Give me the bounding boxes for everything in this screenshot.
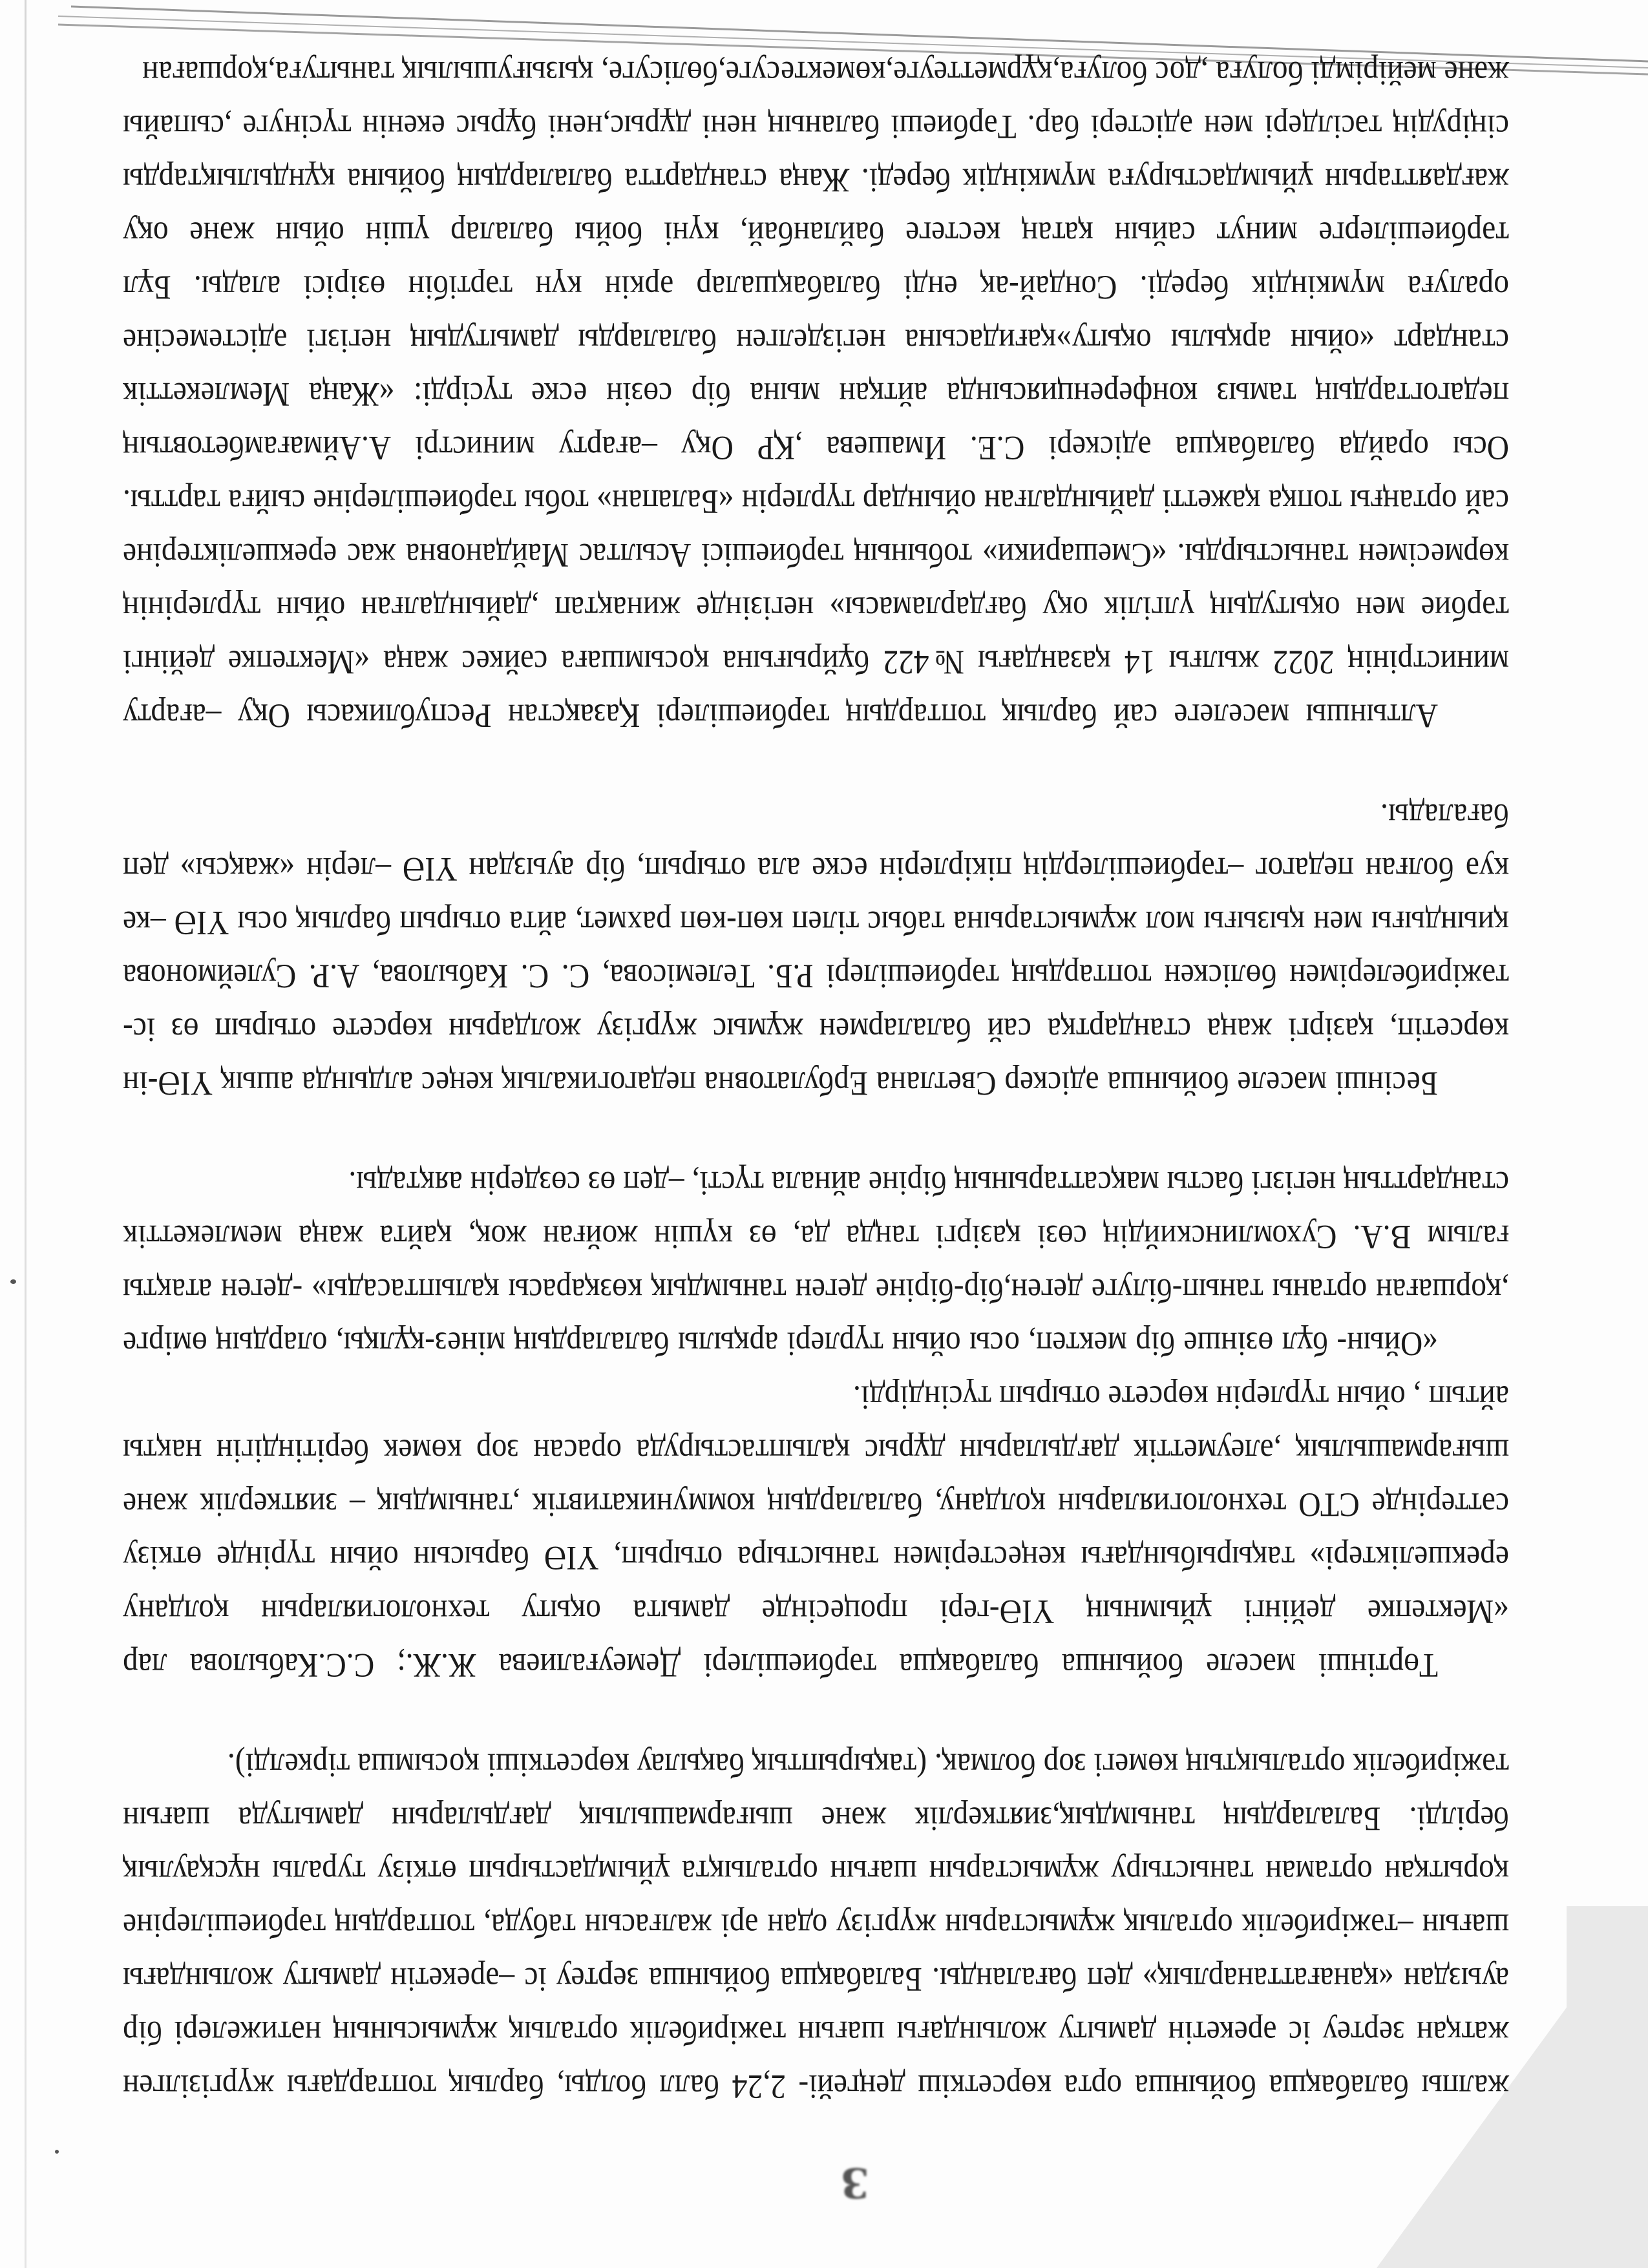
paragraph-fourth-item: Төртінші мәселе бойынша балабақша тәрбиешілері Демеуғалиева Ж.Ж.; С.С.Кабылова лар «Мектепке дейінгі ұйымның ҮІӘ-гері процесінде дамыта оқыту технологияларын қолдану ерекшеліктері» тақырыбындағы кеңестерімен таныстыра отырып, ҮІӘ барысын ойын түрінде өткізу сәттерінде СТО технологияларын қолдану, балалардың коммуникативтік ,танымдық – зияткерлік және шығармашылық ,әлеуметтік дағдыларын дұрыс қалыптастыруда орасан зор көмек берітіндігін нақты айтып , ойын түрлерін көрсете отырып түсіндірді. <box>123 1378 1509 1684</box>
page-number: 3 <box>840 2158 869 2207</box>
paragraph-fifth-item: Бесінші мәселе бойынша әдіскер Светлана Ербулатовна педагогикалық кеңес алдында ашық ҮІӘ-ін көрсетіп, қазіргі жаңа стандартқа сай балалармен жұмыс жүргізу жолдарын көрсете отырып өз іс-тәжірибелерімен бөліскен топтардың тәрбиешілері Р.Б. Телемісова, С. С. Кабылова, А.Р. Сулеймонова қиындығы мен қызығы мол жұмыстарына табыс тілеп көп-көп рахмет, айта отырып барлық осы ҮІӘ –ке куә болған педагог –тәрбиешілердің пікірлерін еске ала отырып, бір ауыздан ҮІӘ –лерін «жақсы» деп бағалады. <box>123 796 1509 1102</box>
paragraph-sukhomlinsky-quote: «Ойын- бұл өзінше бір мектеп, осы ойын түрлері арқылы балалардың мінез-құлқы, олардың өмірге ,қоршаған ортаны танып-білуге деген,бір-біріне деген танымдық көзқарасы қалыптасады» -деген атақты ғалым В.А. Сухомлинскийдің сөзі қазіргі таңда да, өз күшін жойған жоқ, қайта жаңа мемлекеттік стандарттың негізгі басты мақсаттарының біріне айнала түсті, –деп өз сөздерін аяқтады. <box>123 1164 1509 1363</box>
paragraph-sixth-item: Алтыншы мәселеге сай барлық топтардың тәрбиешілері Қазақстан Республикасы Оқу –ағарту министрінің 2022 жылғы 14 қазандағы №422 бұйрығына қосымшаға сәйкес жаңа «Мектепке дейінгі тәрбие мен оқытудың үлгілік оқу бағдарламасы» негізінде жинақтап ,дайындалған ойын түрлерінің көрмесімен таныстырды. «Смешарики» тобының тәрбиешісі Асылтас Майдановна жас ерекшеліктеріне сай ортаңғы топқа қажетті дайындалған ойындар түрлерін «Балапан» тобы тәрбиешілеріне сыйға тартты. Осы орайда балабақша әдіскері С.Е. Имашева ,ҚР Оқу –ағарту министрі А.Аймағамбетовтың педагогтардың тамыз конференциясында айтқан мына бір сөзін еске түсірді: «Жаңа Мемлекеттік стандарт «ойын арқылы оқыту»қағидасына негізделген балаларды дамытудың негізгі әдістемесіне оралуға мүмкіндік береді. Сондай-ақ енді балабақшалар әркін күн тәртібін өзірісі алады. Бұл тәрбиешілерге минут сайын қатаң кестеге байланбай, күні бойы балалар үшін ойын және оқу жағдаяттарын ұйымдастыруға мүмкіндік береді. Жаңа стандартта балалардың бойына құндылықтарды сіңірудің тәсілдері мен әдістері бар. Тәрбиеші баланың нені дұрыс,нені бұрыс екенін түсінуге ,сыпайы және мейірімді болуға ,дос болуға,құрметтеуге,көмектесуге,бөлісуге, қызығушылық танытуға,қоршаған <box>123 54 1509 735</box>
paragraph-evaluation-summary: жалпы балабақша бойынша орта көрсеткіш деңгейі- 2,24 балл болды, барлық топтардағы жүргізілген жатқан зертеу іс әрекетін дамыту жолындағы шағын тәжірибелік орталық жұмысының нәтижелері бір ауыздан «қанағаттанарлық» деп бағаланды. Балабақша бойынша зертеу іс –әрекетін дамыту жолындағы шағын –тәжірибелік орталық жұмыстарын жүргізу одан әрі жалғасын табуда, топтардың тәрбиешілеріне қорытқан ортаман таныстыру жұмыстарын шағын орталықта ұйымдастырып өткізу туралы нұсқаулық берілді. Балалардың танымдық,зияткерлік және шығармашылық дағдыларын дамытуда шағын тәжірибелік орталықтың көмегі зор болмақ. (тақырыптық бақылау көрсеткіші қосымша тіркелді). <box>123 1746 1509 2105</box>
document-body <box>123 46 1509 2113</box>
